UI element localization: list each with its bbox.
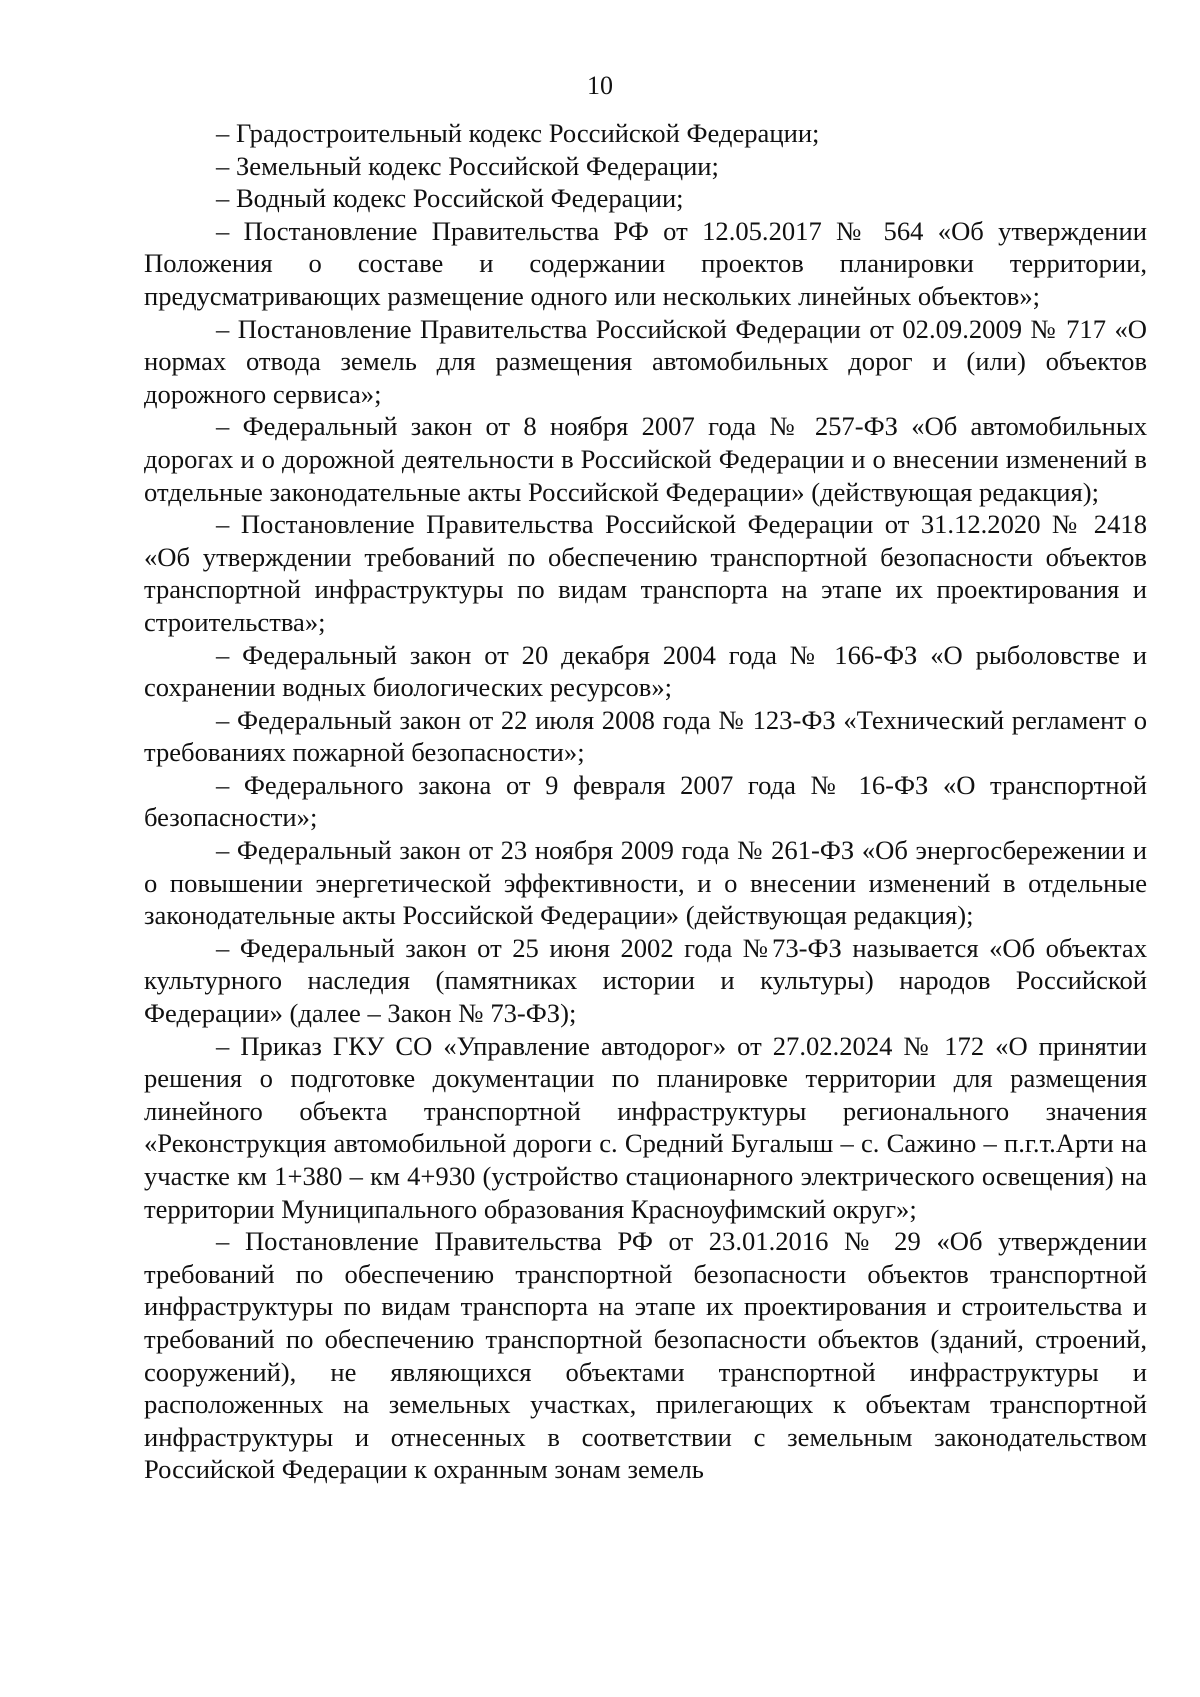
list-item-zakon-166-fz: – Федеральный закон от 20 декабря 2004 года № 166-ФЗ «О рыболовстве и сохранении водных биологических ресурсов»; xyxy=(144,639,1147,703)
list-item-zakon-123-fz: – Федеральный закон от 22 июля 2008 года № 123-ФЗ «Технический регламент о требованиях пожарной безопасности»; xyxy=(144,704,1147,768)
list-item-gradostroitelny-kodeks: – Градостроительный кодекс Российской Федерации; xyxy=(216,118,820,148)
list-item-postanovlenie-717: – Постановление Правительства Российской Федерации от 02.09.2009 № 717 «О нормах отвода земель для размещения автомобильных дорог и (или) объектов дорожного сервиса»; xyxy=(144,313,1147,409)
list-item-zakon-261-fz: – Федеральный закон от 23 ноября 2009 года № 261-ФЗ «Об энергосбережении и о повышении энергетической эффективности, и о внесении изменений в отдельные законодательные акты Российской Федерации» (действующая редакция); xyxy=(144,835,1147,931)
list-item-postanovlenie-29: – Постановление Правительства РФ от 23.01.2016 № 29 «Об утверждении требований по обеспечению транспортной безопасности объектов транспортной инфраструктуры по видам транспорта на этапе их проектирования и строительства и требований по обеспечению транспортной безопасности объектов (зданий, строений, сооружений), не являющихся объектами транспортной инфраструктуры и расположенных на земельных участках, прилегающих к объектам транспортной инфраструктуры и отнесенных в соответствии с земельным законодательством Российской Федерации к охранным зонам земель xyxy=(144,1226,1147,1485)
list-item-prikaz-172: – Приказ ГКУ СО «Управление автодорог» от 27.02.2024 № 172 «О принятии решения о подготовке документации по планировке территории для размещения линейного объекта транспортной инфраструктуры регионального значения «Реконструкция автомобильной дороги с. Средний Бугалыш – с. Сажино – п.г.т.Арти на участке км 1+380 – км 4+930 (устройство стационарного электрического освещения) на территории Муниципального образования Красноуфимский округ»; xyxy=(144,1030,1147,1224)
list-item-zemelny-kodeks: – Земельный кодекс Российской Федерации; xyxy=(216,150,719,181)
document-body xyxy=(144,117,1147,1486)
list-item-postanovlenie-2418: – Постановление Правительства Российской Федерации от 31.12.2020 № 2418 «Об утверждении требований по обеспечению транспортной безопасности объектов транспортной инфраструктуры по видам транспорта на этапе их проектирования и строительства»; xyxy=(144,509,1147,637)
page-number: 10 xyxy=(587,71,613,100)
list-item-zakon-257-fz: – Федеральный закон от 8 ноября 2007 года № 257-ФЗ «Об автомобильных дорогах и о дорожной деятельности в Российской Федерации и о внесении изменений в отдельные законодательные акты Российской Федерации» (действующая редакция); xyxy=(144,411,1147,507)
list-item-postanovlenie-564: – Постановление Правительства РФ от 12.05.2017 № 564 «Об утверждении Положения о составе и содержании проектов планировки территории, предусматривающих размещение одного или нескольких линейных объектов»; xyxy=(144,215,1147,311)
list-item-vodny-kodeks: – Водный кодекс Российской Федерации; xyxy=(216,183,684,214)
list-item-zakon-73-fz: – Федеральный закон от 25 июня 2002 года №73-ФЗ называется «Об объектах культурного наследия (памятниках истории и культуры) народов Российской Федерации» (далее – Закон № 73-ФЗ); xyxy=(144,932,1147,1029)
list-item-zakon-16-fz: – Федерального закона от 9 февраля 2007 года № 16-ФЗ «О транспортной безопасности»; xyxy=(144,769,1147,833)
